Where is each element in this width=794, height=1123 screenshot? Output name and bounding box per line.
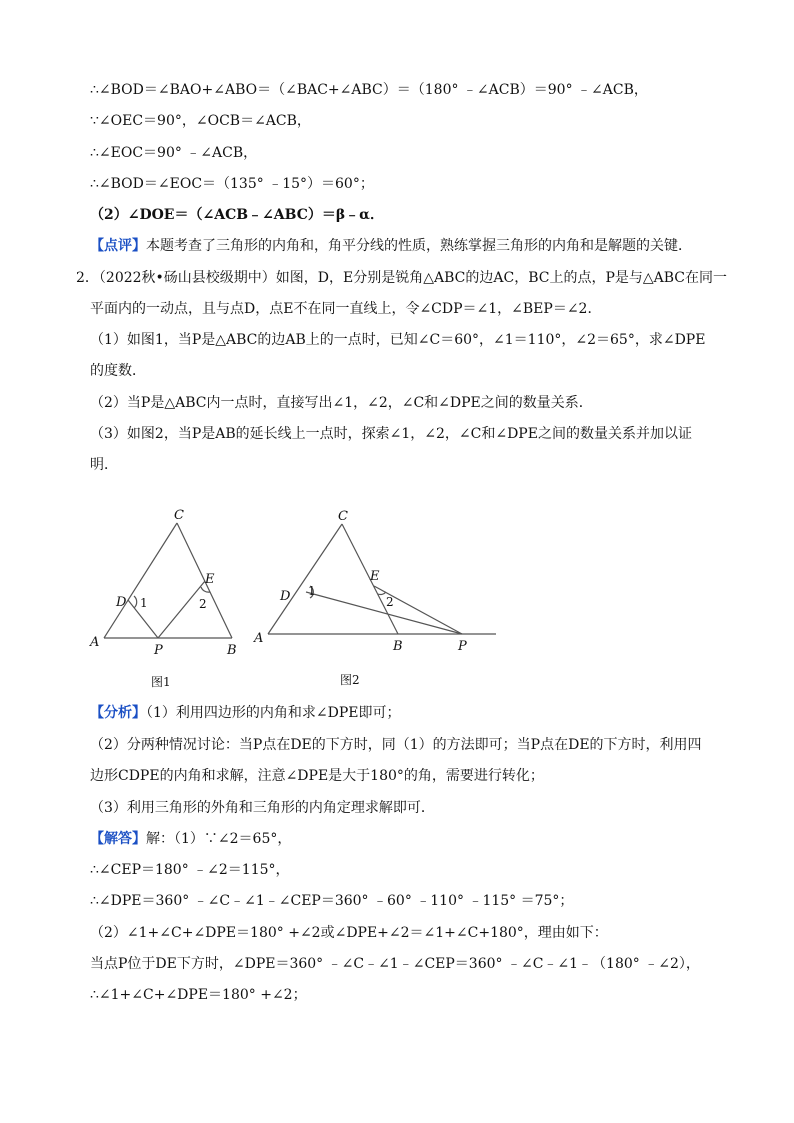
label-e: E [205, 572, 215, 587]
label-b: B [393, 639, 403, 654]
text-line: （2）∠DOE＝（∠ACB﹣∠ABC）＝β﹣α． [90, 207, 384, 223]
solution-line: （2）∠1+∠C+∠DPE＝180° +∠2或∠DPE+∠2＝∠1+∠C+180°，理由如下： [90, 925, 608, 941]
solution-line: ∴∠1+∠C+∠DPE＝180° +∠2； [90, 987, 307, 1003]
label-p: P [458, 639, 467, 654]
label-angle-1: 1 [308, 584, 316, 598]
solution-tag: 【解答】 [90, 831, 146, 847]
question-line: 2．（2022秋•砀山县校级期中）如图，D，E分别是锐角△ABC的边AC，BC上的点，P是与△ABC在同一 [76, 270, 728, 286]
text-line: ∵∠OEC＝90°，∠OCB＝∠ACB， [90, 113, 311, 129]
label-a: A [254, 631, 264, 646]
analysis-line: （3）利用三角形的外角和三角形的内角定理求解即可． [90, 800, 435, 816]
solution-line: 当点P位于DE下方时，∠DPE＝360° ﹣∠C﹣∠1﹣∠CEP＝360° ﹣∠C﹣∠1﹣（180° ﹣∠2）， [90, 956, 700, 972]
question-line: （3）如图2，当P是AB的延长线上一点时，探索∠1，∠2，∠C和∠DPE之间的数量关系并加以证 [90, 426, 692, 442]
segment-ep [374, 586, 462, 634]
text-line: ∴∠BOD＝∠BAO+∠ABO＝（∠BAC+∠ABC）＝（180° ﹣∠ACB）＝90° ﹣∠ACB， [90, 82, 648, 98]
label-a: A [90, 635, 100, 650]
analysis-text: （1）利用四边形的内角和求∠DPE即可； [146, 705, 401, 721]
question-line: （1）如图1，当P是△ABC的边AB上的一点时，已知∠C＝60°，∠1＝110°，∠2＝65°，求∠DPE [90, 332, 706, 348]
question-line: （2）当P是△ABC内一点时，直接写出∠1，∠2，∠C和∠DPE之间的数量关系． [90, 395, 593, 411]
question-line: 平面内的一动点，且与点D，点E不在同一直线上，令∠CDP＝∠1，∠BEP＝∠2． [90, 301, 602, 317]
analysis-line: （2）分两种情况讨论：当P点在DE的下方时，同（1）的方法即可；当P点在DE的下方时，利用四 [90, 737, 702, 753]
text-line: ∴∠EOC＝90° ﹣∠ACB， [90, 145, 258, 161]
label-angle-2: 2 [386, 595, 394, 609]
label-e: E [370, 569, 380, 584]
angle-1-arc [134, 596, 137, 608]
segment-ac [104, 523, 177, 638]
label-angle-2: 2 [199, 597, 207, 611]
solution-line: ∴∠CEP＝180° ﹣∠2＝115°， [90, 862, 290, 878]
segment-pe [158, 581, 205, 638]
label-d: D [280, 589, 291, 604]
comment-line [90, 236, 692, 256]
analysis-line [90, 703, 401, 723]
solution-line: ∴∠DPE＝360° ﹣∠C﹣∠1﹣∠CEP＝360° ﹣60° ﹣110° ﹣115° ＝75°； [90, 893, 574, 909]
label-d: D [116, 595, 127, 610]
segment-ac [268, 524, 342, 634]
analysis-tag: 【分析】 [90, 705, 146, 721]
geometry-figures [88, 508, 508, 698]
text-line: ∴∠BOD＝∠EOC＝（135° ﹣15°）＝60°； [90, 176, 374, 192]
label-b: B [227, 643, 237, 658]
label-c: C [338, 509, 348, 524]
solution-line [90, 829, 291, 849]
label-p: P [154, 643, 163, 658]
comment-text: 本题考查了三角形的内角和，角平分线的性质，熟练掌握三角形的内角和是解题的关键． [146, 238, 692, 254]
caption-fig1: 图1 [151, 675, 171, 689]
segment-dp [306, 592, 462, 634]
question-line: 的度数． [90, 363, 146, 379]
figure-2 [268, 524, 496, 634]
label-c: C [174, 508, 184, 523]
caption-fig2: 图2 [340, 673, 360, 687]
question-line: 明． [90, 457, 118, 473]
comment-tag: 【点评】 [90, 238, 146, 254]
solution-text: 解：（1）∵∠2＝65°， [146, 831, 292, 847]
label-angle-1: 1 [140, 596, 148, 610]
analysis-line: 边形CDPE的内角和求解，注意∠DPE是大于180°的角，需要进行转化； [90, 768, 544, 784]
